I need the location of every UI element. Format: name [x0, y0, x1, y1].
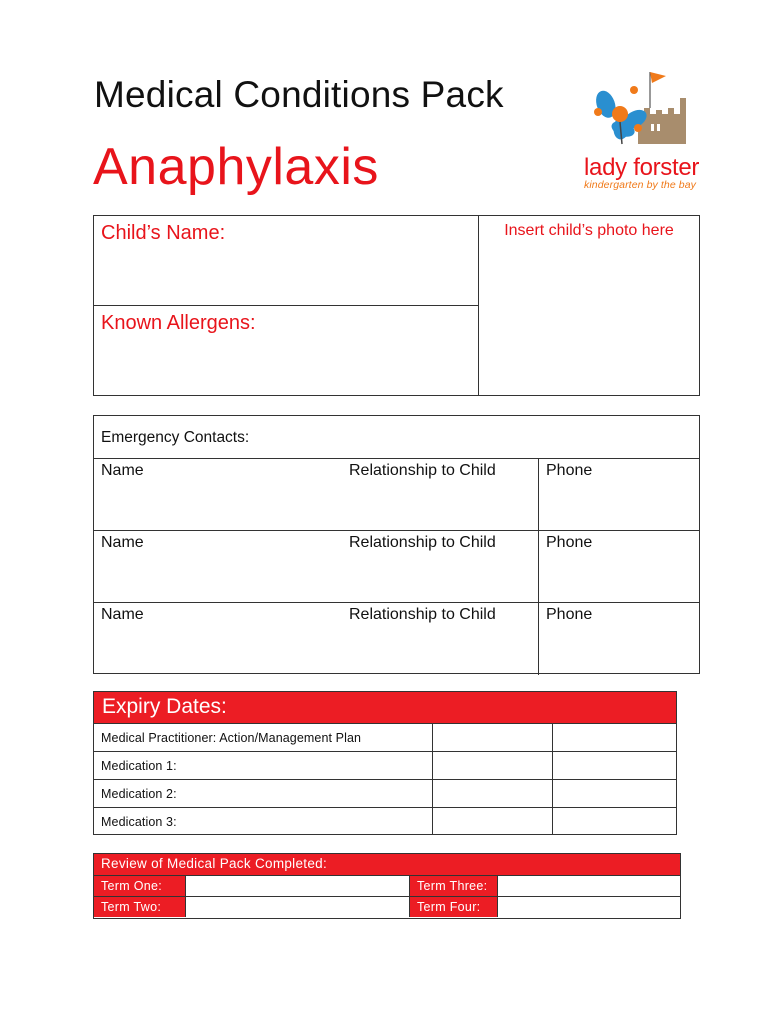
lady-forster-logo	[580, 68, 710, 193]
child-name-label: Child’s Name:	[101, 222, 226, 244]
review-row	[94, 896, 680, 917]
expiry-date-field[interactable]	[432, 808, 552, 835]
expiry-row	[94, 751, 676, 779]
logo-name: lady forster	[584, 154, 700, 181]
windmill-castle-icon	[580, 68, 710, 156]
term-three-field[interactable]	[497, 876, 680, 896]
expiry-row-label: Medication 1:	[101, 759, 177, 773]
child-info-box	[93, 215, 700, 396]
expiry-date-field[interactable]	[432, 752, 552, 779]
expiry-date-field[interactable]	[552, 780, 676, 807]
emergency-contacts-heading-row	[94, 416, 699, 459]
emergency-contacts-heading: Emergency Contacts:	[101, 429, 250, 446]
expiry-row-label: Medical Practitioner: Action/Management Plan	[101, 731, 362, 745]
contact-phone-cell[interactable]: Phone	[538, 531, 699, 602]
expiry-row-label: Medication 2:	[101, 787, 177, 801]
contact-relationship-cell[interactable]: Relationship to Child	[349, 534, 496, 551]
expiry-date-field[interactable]	[552, 808, 676, 835]
contact-phone-cell[interactable]: Phone	[538, 603, 699, 675]
review-header	[94, 854, 680, 875]
contact-name-cell[interactable]: Name	[101, 534, 144, 551]
logo-tagline: kindergarten by the bay	[584, 179, 697, 191]
contact-row	[94, 459, 699, 531]
known-allergens-field[interactable]	[94, 306, 479, 395]
contact-row	[94, 603, 699, 675]
page-title: Medical Conditions Pack	[94, 74, 504, 115]
expiry-date-field[interactable]	[552, 724, 676, 751]
term-four-label: Term Four:	[410, 897, 497, 917]
contact-name-cell[interactable]: Name	[101, 606, 144, 623]
contact-row	[94, 531, 699, 603]
contact-phone-cell[interactable]: Phone	[538, 459, 699, 530]
contact-name-cell[interactable]: Name	[101, 462, 144, 479]
term-one-field[interactable]	[185, 876, 410, 896]
expiry-row	[94, 807, 676, 835]
expiry-date-field[interactable]	[432, 780, 552, 807]
expiry-dates-header	[94, 692, 676, 723]
expiry-row-label: Medication 3:	[101, 815, 177, 829]
review-table	[93, 853, 681, 919]
contact-relationship-cell[interactable]: Relationship to Child	[349, 462, 496, 479]
expiry-row	[94, 779, 676, 807]
page-subtitle: Anaphylaxis	[93, 138, 379, 196]
term-one-label: Term One:	[94, 876, 185, 896]
child-name-field[interactable]	[94, 216, 479, 306]
review-row	[94, 875, 680, 896]
emergency-contacts-table	[93, 415, 700, 674]
expiry-dates-heading: Expiry Dates:	[102, 695, 227, 718]
review-heading: Review of Medical Pack Completed:	[101, 856, 327, 871]
term-four-field[interactable]	[497, 897, 680, 917]
expiry-dates-table	[93, 691, 677, 835]
term-two-field[interactable]	[185, 897, 410, 917]
child-photo-placeholder[interactable]: Insert child’s photo here	[504, 222, 674, 239]
expiry-row	[94, 723, 676, 751]
contact-relationship-cell[interactable]: Relationship to Child	[349, 606, 496, 623]
known-allergens-label: Known Allergens:	[101, 312, 256, 334]
term-two-label: Term Two:	[94, 897, 185, 917]
term-three-label: Term Three:	[410, 876, 497, 896]
expiry-date-field[interactable]	[432, 724, 552, 751]
expiry-date-field[interactable]	[552, 752, 676, 779]
